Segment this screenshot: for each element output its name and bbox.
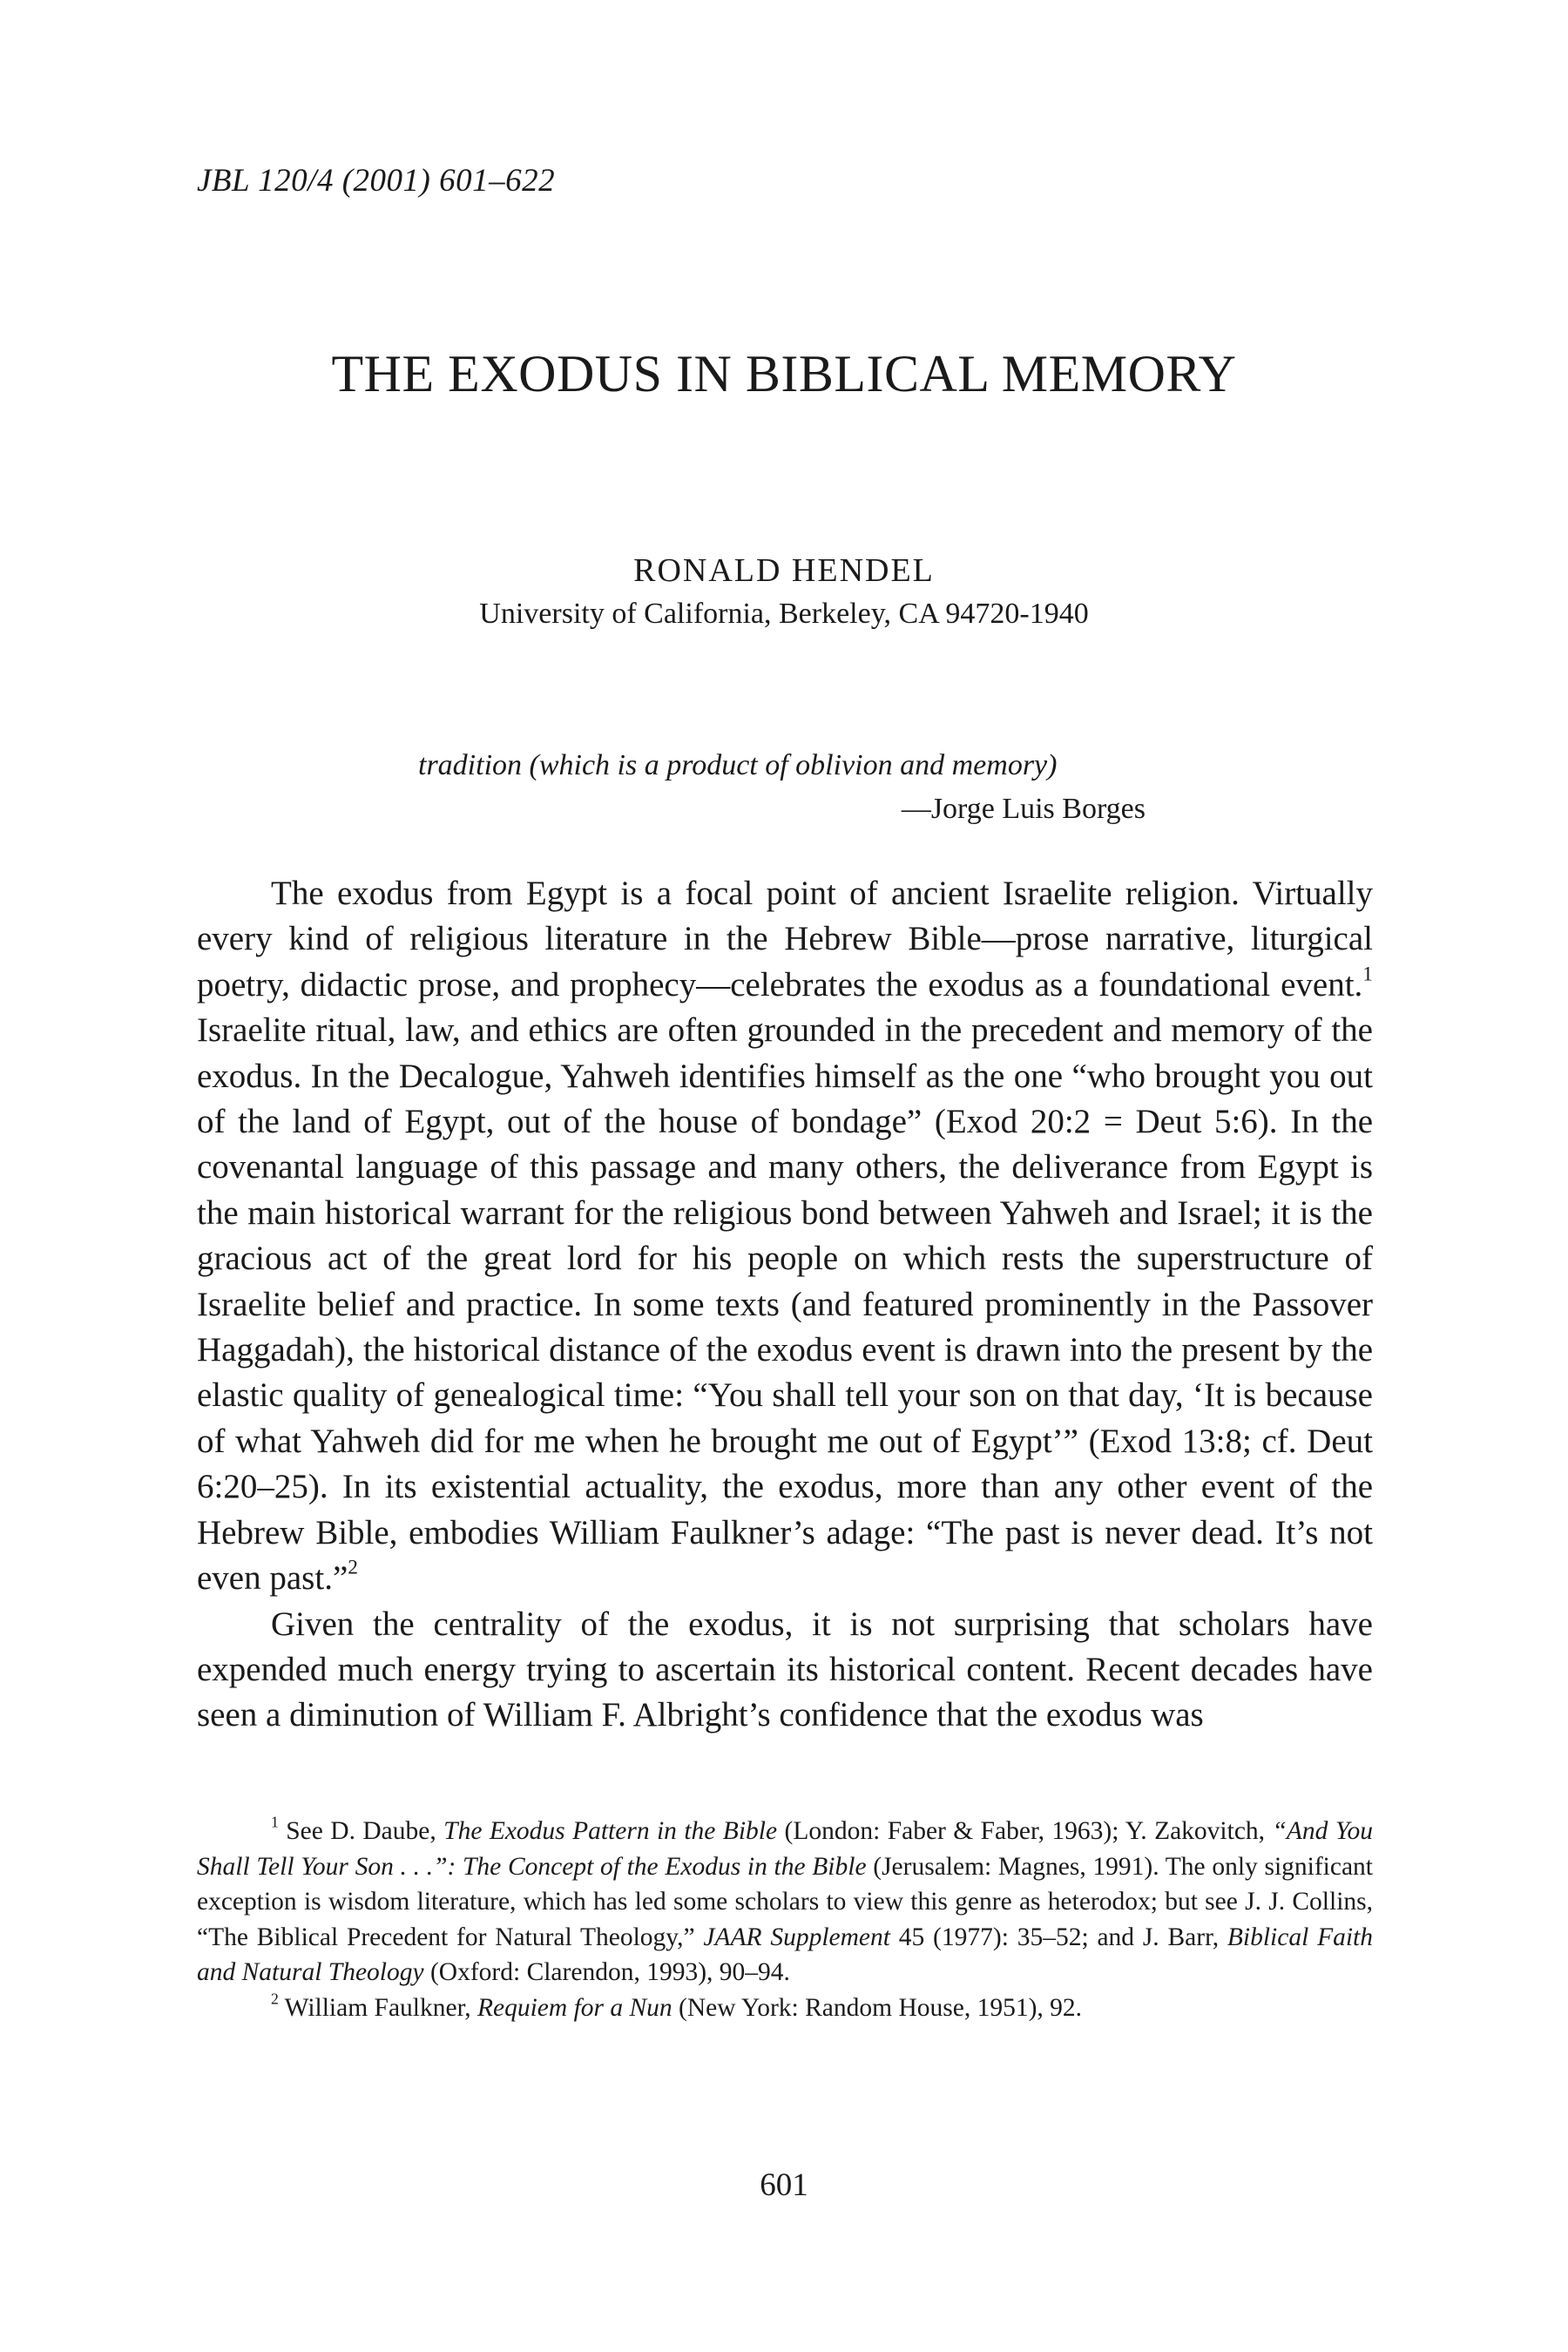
- journal-citation: JBL 120/4 (2001) 601–622: [197, 163, 556, 199]
- footnote-number: 1: [271, 1813, 279, 1831]
- body-paragraph: The exodus from Egypt is a focal point of ancient Israelite religion. Virtually every kind of religious literature in the Hebrew Bible—prose narrative, liturgical poetry, didactic prose, and prophecy—celebrates the exodus as a foundational event.$^1$ Israelite ritual, law, and ethics are often grounded in the precedent and memory of the exodus. In the Decalogue, Yahweh identifies himself as the one “who brought you out of the land of Egypt, out of the house of bondage” (Exod 20:2 = Deut 5:6). In the covenantal language of this passage and many others, the deliverance from Egypt is the main historical warrant for the religious bond between Yahweh and Israel; it is the gracious act of the great lord for his people on which rests the superstructure of Israelite belief and practice. In some texts (and featured prominently in the Passover Haggadah), the historical distance of the exodus event is drawn into the present by the elastic quality of genealogical time: “You shall tell your son on that day, ‘It is because of what Yahweh did for me when he brought me out of Egypt’” (Exod 13:8; cf. Deut 6:20–25). In its existential actuality, the exodus, more than any other event of the Hebrew Bible, embodies William Faulkner’s adage: “The past is never dead. It’s not even past.”$^2$: [197, 875, 1373, 1598]
- footnote-ref[interactable]: 1: [1362, 963, 1373, 986]
- body-paragraph: Given the centrality of the exodus, it is not surprising that scholars have expended much energy trying to ascertain its historical content. Recent decades have seen a diminution of William F. Albright’s confidence that the exodus was: [197, 1605, 1373, 1734]
- page-number: 601: [760, 2167, 808, 2203]
- author-name: RONALD HENDEL: [633, 552, 935, 589]
- epigraph-text: tradition (which is a product of oblivion and memory): [418, 749, 1058, 781]
- footnote: $^1$ See D. Daube, The Exodus Pattern in the Bible (London: Faber & Faber, 1963); Y. Zakovitch, “And You Shall Tell Your Son . . .”: The Concept of the Exodus in the Bible (Jerusalem: Magnes, 1991). The only significant exception is wisdom literature, which has led some scholars to view this genre as heterodox; but see J. J. Collins, “The Biblical Precedent for Natural Theology,” JAAR Supplement 45 (1977): 35–52; and J. Barr, Biblical Faith and Natural Theology (Oxford: Clarendon, 1993), 90–94.: [197, 1813, 1374, 1986]
- epigraph-attribution: —Jorge Luis Borges: [901, 793, 1146, 825]
- footnotes: [197, 1814, 1373, 2025]
- footnote: $^2$ William Faulkner, Requiem for a Nun (New York: Random House, 1951), 92.: [271, 1990, 1083, 2022]
- author-affiliation: University of California, Berkeley, CA 94720-1940: [479, 598, 1089, 630]
- article-body: [197, 871, 1373, 1739]
- footnote-ref[interactable]: 2: [348, 1556, 358, 1579]
- article-title: THE EXODUS IN BIBLICAL MEMORY: [331, 345, 1237, 402]
- footnote-number: 2: [271, 1990, 279, 2008]
